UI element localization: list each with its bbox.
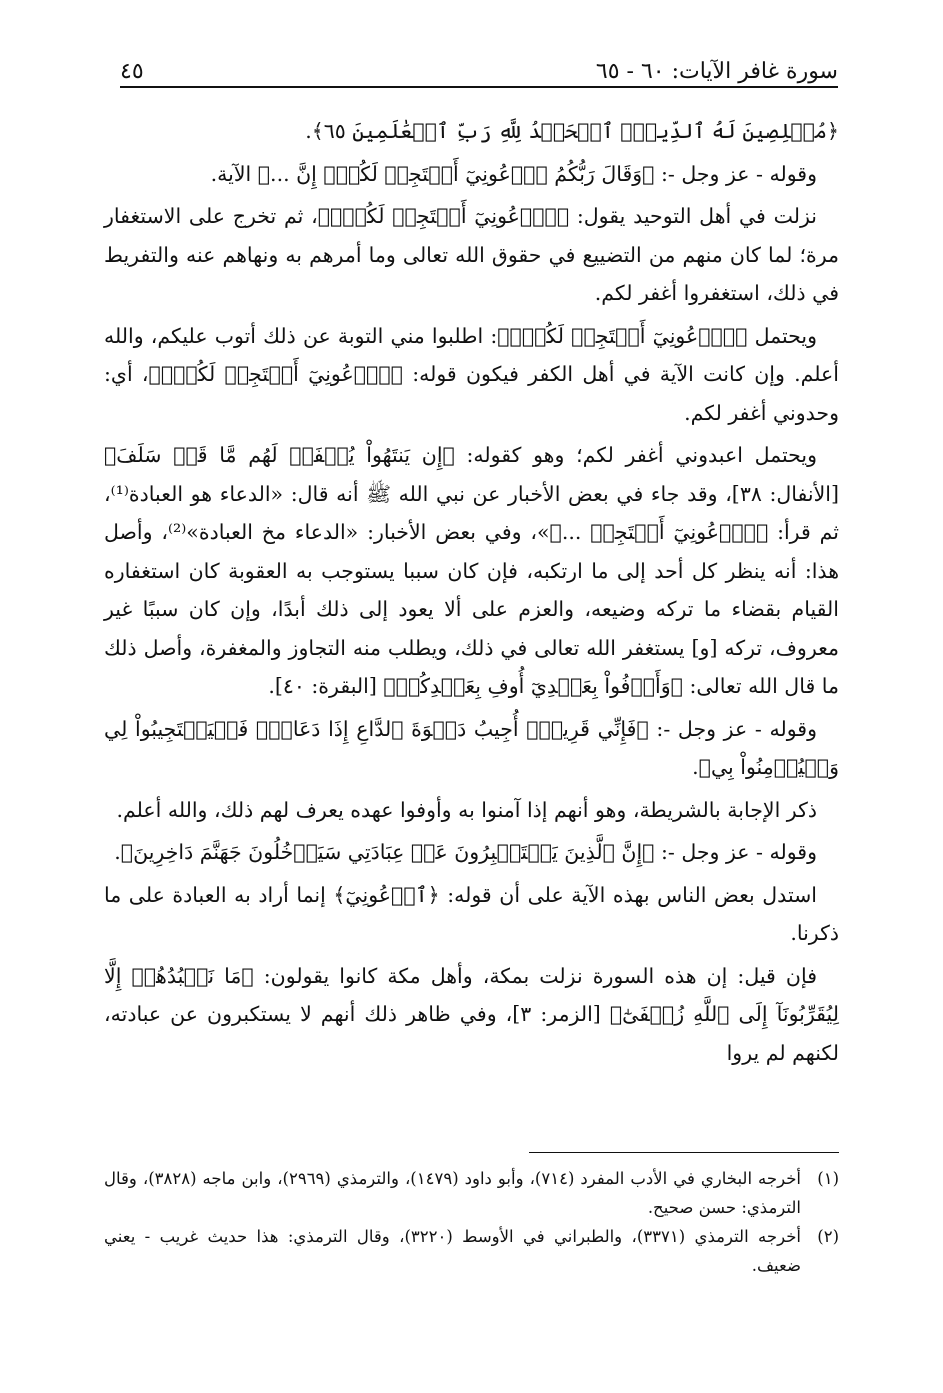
commentary-paragraph: ويحتمل ﴿ٱدۡعُونِيٓ أَسۡتَجِبۡ لَكُمۡۚ﴾: اطلبوا مني التوبة عن ذلك أتوب عليكم، والله أعلم. وإن كانت الآية في أهل الكفر فيكون قوله: ﴿ٱدۡعُونِيٓ أَسۡتَجِبۡ لَكُمۡۚ﴾، أي: وحدوني أغفر لكم. — [104, 323, 839, 425]
main-text — [104, 112, 839, 1076]
page-header — [120, 44, 838, 84]
commentary-paragraph: استدل بعض الناس بهذه الآية على أن قوله: ﴿ٱدۡعُونِيٓ﴾ إنما أراد به العبادة على ما ذكرنا. — [104, 882, 839, 945]
commentary-paragraph: وقوله - عز وجل -: ﴿إِنَّ ٱلَّذِينَ يَسۡتَكۡبِرُونَ عَنۡ عِبَادَتِي سَيَدۡخُلُونَ جَهَنَّمَ دَاخِرِينَ﴾. — [114, 840, 817, 864]
footnote-number: (١) — [817, 1169, 839, 1188]
commentary-paragraph: ذكر الإجابة بالشريطة، وهو أنهم إذا آمنوا به وأوفوا عهده يعرف لهم ذلك، والله أعلم. — [116, 797, 817, 822]
footnote — [104, 1222, 839, 1280]
commentary-paragraph: وقوله - عز وجل -: ﴿وَقَالَ رَبُّكُمُ ٱدۡعُونِيٓ أَسۡتَجِبۡ لَكُمۡۚ إِنَّ ...﴾ الآية. — [210, 161, 817, 186]
header-rule — [120, 86, 838, 88]
commentary-paragraph: وقوله - عز وجل -: ﴿فَإِنِّي قَرِيبٌۖ أُجِيبُ دَعۡوَةَ ٱلدَّاعِ إِذَا دَعَانِۖ فَلۡيَسۡتَجِيبُواْ لِي وَلۡيُؤۡمِنُواْ بِي﴾. — [104, 716, 839, 779]
commentary-paragraph: نزلت في أهل التوحيد يقول: ﴿ٱدۡعُونِيٓ أَسۡتَجِبۡ لَكُمۡۚ﴾، ثم تخرج على الاستغفار مرة؛ لما كان منهم من التضييع في حقوق الله تعالى وما أمرهم به ونهاهم عنه والتفريط في ذلك، استغفروا أغفر لكم. — [104, 204, 839, 305]
commentary-paragraph: فإن قيل: إن هذه السورة نزلت بمكة، وأهل مكة كانوا يقولون: ﴿مَا نَعۡبُدُهُمۡ إِلَّا لِيُقَرِّبُونَآ إِلَى ٱللَّهِ زُلۡفَىٰٓ﴾ [الزمر: ٣]، وفي ظاهر ذلك أنهم لا يستكبرون عن عبادته، لكنهم لم يروا — [104, 963, 839, 1065]
footnotes — [104, 1164, 839, 1280]
running-title: سورة غافر الآيات: ٦٠ - ٦٥ — [595, 59, 838, 84]
page-number: ٤٥ — [120, 59, 144, 84]
footnote-text: أخرجه البخاري في الأدب المفرد (٧١٤)، وأبو داود (١٤٧٩)، والترمذي (٢٩٦٩)، وابن ماجه (٣٨٢٨)، وقال الترمذي: حسن صحيح. — [104, 1169, 801, 1217]
footnote — [104, 1164, 839, 1222]
footnote-number: (٢) — [817, 1227, 839, 1246]
footnote-rule — [529, 1152, 839, 1153]
commentary-paragraph: ويحتمل اعبدوني أغفر لكم؛ وهو كقوله: ﴿إِن يَنتَهُواْ يُغۡفَرۡ لَهُم مَّا قَدۡ سَلَفَ﴾ [الأنفال: ٣٨]، وقد جاء في بعض الأخبار عن نبي الله ﷺ أنه قال: «الدعاء هو العبادة⁽¹⁾، ثم قرأ: ﴿ٱدۡعُونِيٓ أَسۡتَجِبۡ ...﴾»، وفي بعض الأخبار: «الدعاء مخ العبادة»⁽²⁾، وأصل هذا: أنه ينظر كل أحد إلى ما ارتكبه، فإن كان سببا يستوجب به العقوبة كان استغفاره القيام بقضاء ما تركه وضيعه، والعزم على ألا يعود إلى ذلك أبدًا، وإن كان سببًا غير معروف، تركه [و] يستغفر الله تعالى في ذلك، ويطلب منه التجاوز والمغفرة، وأصل ذلك ما قال الله تعالى: ﴿وَأَوۡفُواْ بِعَهۡدِيٓ أُوفِ بِعَهۡدِكُمۡ﴾ [البقرة: ٤٠]. — [104, 443, 839, 698]
verse-paragraph: ﴿مُخۡلِصِينَ لَهُ ٱلدِّينَۗ ٱلۡحَمۡدُ لِلَّهِ رَبِّ ٱلۡعَٰلَمِينَ ٦٥﴾. — [305, 119, 839, 143]
footnote-text: أخرجه الترمذي (٣٣٧١)، والطبراني في الأوسط (٣٢٢٠)، وقال الترمذي: هذا حديث غريب - يعني ضعيف. — [104, 1227, 801, 1275]
